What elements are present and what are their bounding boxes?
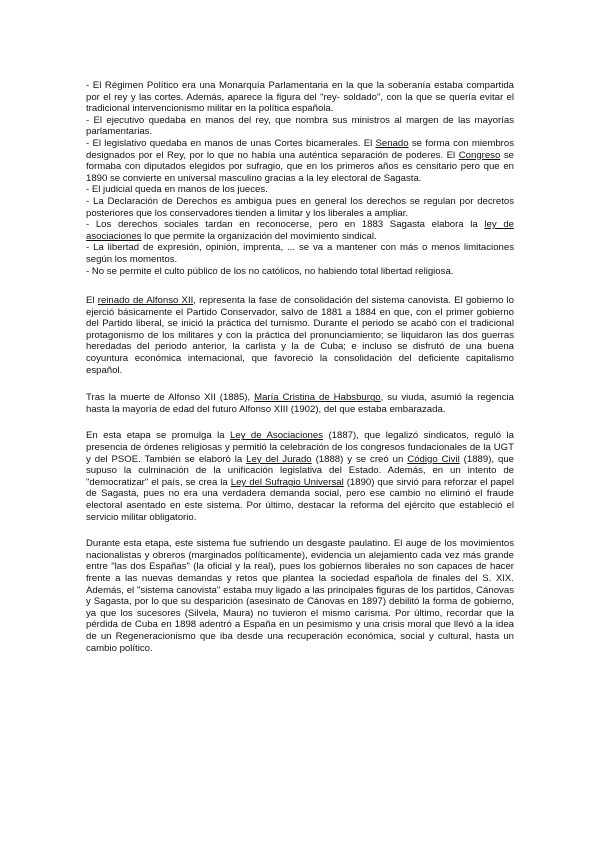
bullet-list <box>86 80 514 277</box>
text-run: - La libertad de expresión, opinión, imprenta, ... se va a mantener con más o menos limitaciones según los momentos. <box>86 242 514 265</box>
text-run: (1890) que sirvió para reforzar el papel de Sagasta, pues no era una verdadera demanda social, pero ese cambio no eliminó el fraude electoral asentado en este sistema. Por último, destacar la reforma del ejército que estableció el servicio militar obligatorio. <box>86 476 514 523</box>
text-run: Tras la muerte de Alfonso XII (1885), <box>86 392 255 404</box>
list-item <box>86 80 514 115</box>
list-item <box>86 266 514 278</box>
text-run: El <box>86 295 98 307</box>
text-run: - El legislativo quedaba en manos de unas Cortes bicamerales. El <box>86 137 376 149</box>
underlined-term: Senado <box>375 137 409 149</box>
paragraph-reinado <box>86 295 514 376</box>
underlined-term: Ley de Asociaciones <box>230 430 324 442</box>
text-run: , representa la fase de consolidación del sistema canovista. El gobierno lo ejerció básicamente el Partido Conservador, salvo de 1881 a 1884 en que, con el primer gobierno del Partido liberal, se inició la práctica del turnismo. Durante el periodo se acabó con el tradicional protagonismo de los militares y con la práctica del pronunciamiento; se liquidaron las dos guerras heredadas del periodo anterior, la carlista y la de Cuba; e incluso se disfrutó de una buena coyuntura económica internacional, que favoreció la consolidación del deficiente capitalismo español. <box>86 295 514 376</box>
underlined-term: Ley del Sufragio Universal <box>230 476 344 488</box>
paragraph-regencia <box>86 392 514 415</box>
text-run: - El judicial queda en manos de los jueces. <box>86 184 268 196</box>
list-item <box>86 184 514 196</box>
text-run: En esta etapa se promulga la <box>86 430 231 442</box>
underlined-term: reinado de Alfonso XII <box>97 295 194 307</box>
text-run: lo que permite la organización del movimiento sindical. <box>141 230 377 242</box>
list-item <box>86 242 514 265</box>
document-page <box>86 80 514 654</box>
underlined-term: María Cristina de Habsburgo <box>254 392 381 404</box>
underlined-term: Ley del Jurado <box>246 453 312 465</box>
text-run: (1888) y se creó un <box>311 453 408 465</box>
text-run: (1889), que supuso la culminación de la unificación legislativa del Estado. Además, en un intento de "democratizar" el país, se crea la <box>86 453 515 488</box>
paragraph-desgaste <box>86 538 514 654</box>
list-item <box>86 138 514 184</box>
underlined-term: Código Civil <box>407 453 460 465</box>
paragraph-leyes <box>86 430 514 523</box>
list-item <box>86 115 514 138</box>
text-run: (1887), que legalizó sindicatos, reguló la presencia de órdenes religiosas y permitió la celebración de los congresos fundacionales de la UGT y del PSOE. También se elaboró la <box>86 430 514 465</box>
list-item <box>86 219 514 242</box>
text-run: se formaba con diputados elegidos por sufragio, que en los primeros años es censitario pero que en 1890 se convierte en universal masculino gracias a la ley electoral de Sagasta. <box>86 149 514 184</box>
text-run: se forma con miembros designados por el Rey, por lo que no había una auténtica separación de poderes. El <box>86 137 514 161</box>
list-item <box>86 196 514 219</box>
text-run: - Los derechos sociales tardan en reconocerse, pero en 1883 Sagasta elabora la <box>86 219 485 231</box>
text-run: - El ejecutivo quedaba en manos del rey, que nombra sus ministros al margen de las mayorías parlamentarias. <box>86 114 514 138</box>
text-run: Durante esta etapa, este sistema fue sufriendo un desgaste paulatino. El auge de los movimientos nacionalistas y obreros (marginados políticamente), evidencia un alejamiento cada vez más grande entre "las dos Españas" (la oficial y la real), pues los gobiernos liberales no son capaces de hacer frente a las nuevas demandas y retos que plantea la sociedad española de finales del S. XIX. Además, el "sistema canovista" estaba muy ligado a las principales figuras de los partidos, Cánovas y Sagasta, por lo que su desparición (asesinato de Cánovas en 1897) debilitó la forma de gobierno, ya que los sucesores (Silvela, Maura) no tuvieron el mismo carisma. Por último, recordar que la pérdida de Cuba en 1898 adentró a España en un pesimismo y una crisis moral que llevó a la idea de un Regeneracionismo que iba desde una recuperación económica, social y cultural, hasta un cambio político. <box>86 538 514 654</box>
underlined-term: Congreso <box>458 149 501 161</box>
text-run: - La Declaración de Derechos es ambigua pues en general los derechos se regulan por decretos posteriores que los conservadores tienden a limitar y los liberales a ampliar. <box>86 195 514 219</box>
underlined-term: ley de asociaciones <box>86 219 514 242</box>
text-run: , su viuda, asumió la regencia hasta la mayoría de edad del futuro Alfonso XIII (1902), del que estaba embarazada. <box>86 392 514 415</box>
text-run: - No se permite el culto público de los no católicos, no habiendo total libertad religiosa. <box>86 265 454 277</box>
text-run: - El Régimen Político era una Monarquía Parlamentaria en la que la soberanía estaba compartida por el rey y las cortes. Además, aparece la figura del "rey- soldado", con la que se quería evitar el tradicional intervencionismo militar en la política española. <box>86 80 514 115</box>
